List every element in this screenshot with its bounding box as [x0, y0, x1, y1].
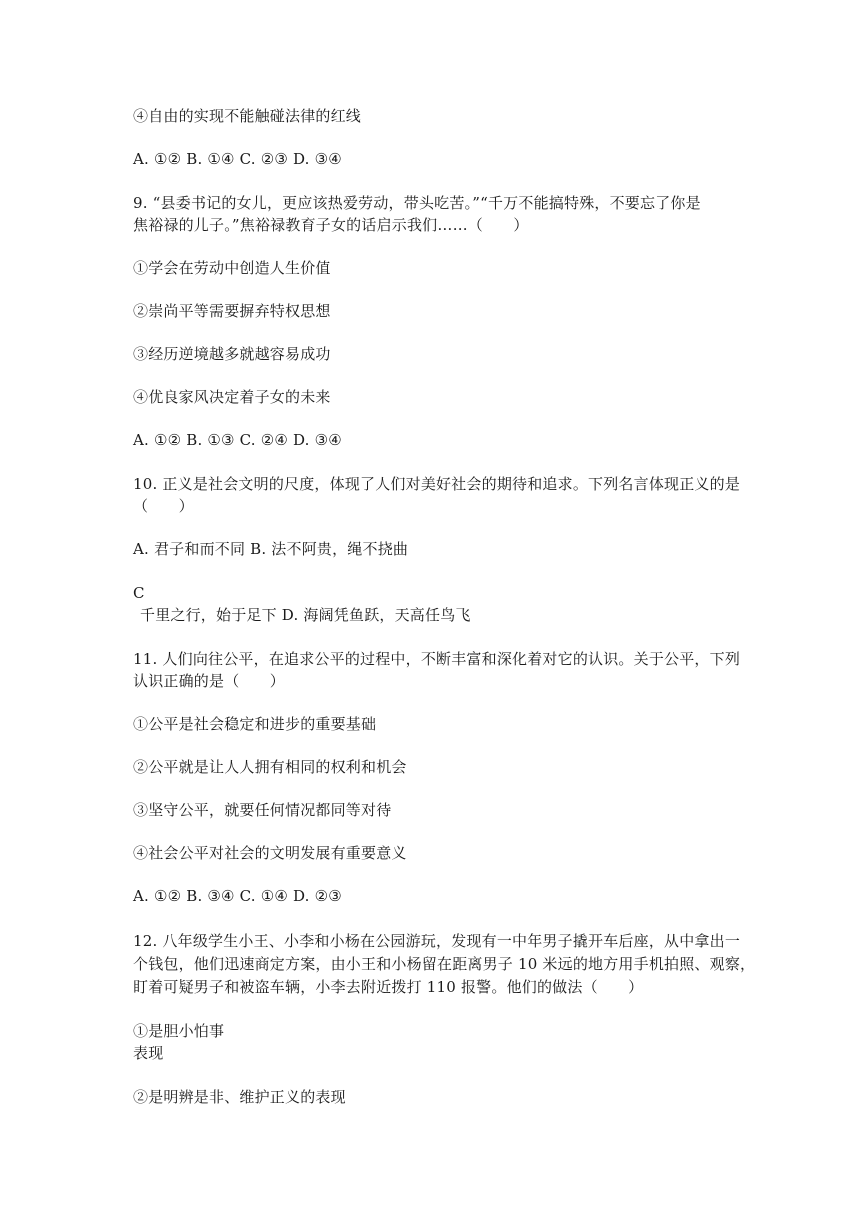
q10-stem-line-1: 10. 正义是社会文明的尺度，体现了人们对美好社会的期待和追求。下列名言体现正义的是	[133, 475, 741, 493]
q12-option-2: ②是明辨是非、维护正义的表现	[133, 1088, 346, 1106]
q9-option-4: ④优良家风决定着子女的未来	[133, 388, 331, 406]
q12-stem-line-1: 12. 八年级学生小王、小李和小杨在公园游玩，发现有一中年男子撬开车后座，从中拿出一	[133, 932, 741, 950]
q9-option-1: ①学会在劳动中创造人生价值	[133, 259, 331, 277]
q11-stem-line-2: 认识正确的是（ ）	[133, 672, 286, 690]
q9-answer-choices: A. ①② B. ①③ C. ②④ D. ③④	[133, 431, 342, 449]
q12-option-1-line-1: ①是胆小怕事	[133, 1022, 225, 1040]
q9-stem-line-1: 9. “县委书记的女儿，更应该热爱劳动，带头吃苦。”“千万不能搞特殊，不要忘了你是	[133, 194, 701, 212]
q11-option-3: ③坚守公平，就要任何情况都同等对待	[133, 801, 392, 819]
q10-stem-line-2: （ ）	[133, 497, 194, 515]
q12-stem-line-2: 个钱包，他们迅速商定方案，由小王和小杨留在距离男子 10 米远的地方用手机拍照、观察，	[133, 955, 756, 973]
q10-answer-choices-line-3: 千里之行，始于足下 D. 海阔凭鱼跃，天高任鸟飞	[140, 606, 471, 624]
q12-stem-line-3: 盯着可疑男子和被盗车辆，小李去附近拨打 110 报警。他们的做法（ ）	[133, 978, 644, 996]
q10-answer-choices-line-1: A. 君子和而不同 B. 法不阿贵，绳不挠曲	[133, 540, 409, 558]
q8-option-4: ④自由的实现不能触碰法律的红线	[133, 107, 362, 125]
q10-answer-choices-line-2: C	[133, 584, 145, 602]
q11-answer-choices: A. ①② B. ③④ C. ①④ D. ②③	[133, 887, 342, 905]
q11-option-1: ①公平是社会稳定和进步的重要基础	[133, 715, 377, 733]
q11-option-2: ②公平就是让人人拥有相同的权利和机会	[133, 758, 407, 776]
q9-option-2: ②崇尚平等需要摒弃特权思想	[133, 302, 331, 320]
q11-stem-line-1: 11. 人们向往公平，在追求公平的过程中，不断丰富和深化着对它的认识。关于公平，下列	[133, 650, 741, 668]
q9-option-3: ③经历逆境越多就越容易成功	[133, 345, 331, 363]
q9-stem-line-2: 焦裕禄的儿子。”焦裕禄教育子女的话启示我们……（ ）	[133, 216, 529, 234]
q8-answer-choices: A. ①② B. ①④ C. ②③ D. ③④	[133, 150, 342, 168]
q12-option-1-line-2: 表现	[133, 1044, 164, 1062]
q11-option-4: ④社会公平对社会的文明发展有重要意义	[133, 844, 407, 862]
